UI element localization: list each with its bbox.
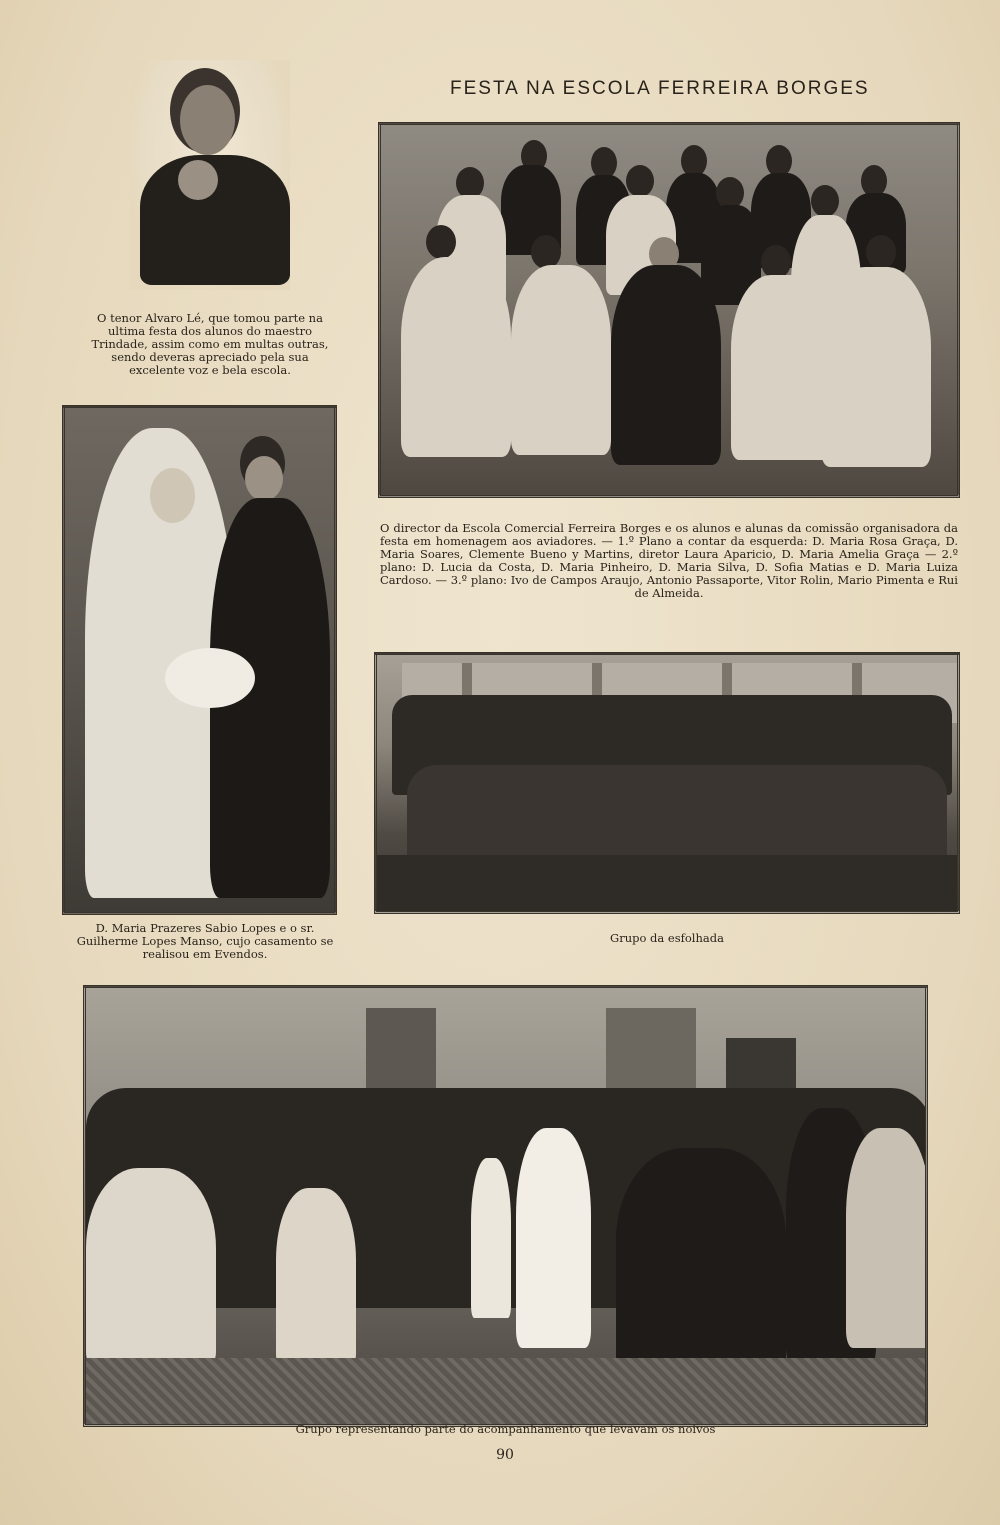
esfolhada-group-photo — [374, 652, 960, 914]
procession-group-photo — [83, 985, 928, 1427]
school-group-caption: O director da Escola Comercial Ferreira Borges e os alunos e alunas da comissão organisadora da festa em homenagem aos aviadores. — 1.º Plano a contar da esquerda: D. Maria Rosa Graça, D. Maria Soares, Clemente Bueno y Martins, diretor Laura Aparicio, D. Maria Amelia Graça — 2.º plano: D. Lucia da Costa, D. Maria Pinheiro, D. Maria Silva, D. Sofia Matias e D. Maria Luiza Cardoso. — 3.º plano: Ivo de Campos Araujo, Antonio Passaporte, Vitor Rolin, Mario Pimenta e Rui de Almeida. — [380, 521, 958, 600]
page-number: 90 — [496, 1447, 514, 1463]
tenor-caption: O tenor Alvaro Lé, que tomou parte na ultima festa dos alunos do maestro Trindade, assim como em multas outras, sendo deveras apreciado pela sua excelente voz e bela escola. — [91, 311, 329, 377]
school-group-photo — [378, 122, 960, 498]
wedding-couple-photo — [62, 405, 337, 915]
procession-caption: Grupo representando parte do acompanhamento que levavam os noivos — [295, 1422, 716, 1436]
tenor-portrait-photo — [130, 60, 290, 290]
wedding-caption: D. Maria Prazeres Sabio Lopes e o sr. Guilherme Lopes Manso, cujo casamento se realisou em Evendos. — [76, 921, 334, 961]
esfolhada-caption: Grupo da esfolhada — [610, 931, 724, 945]
page-title: FESTA NA ESCOLA FERREIRA BORGES — [450, 78, 870, 99]
